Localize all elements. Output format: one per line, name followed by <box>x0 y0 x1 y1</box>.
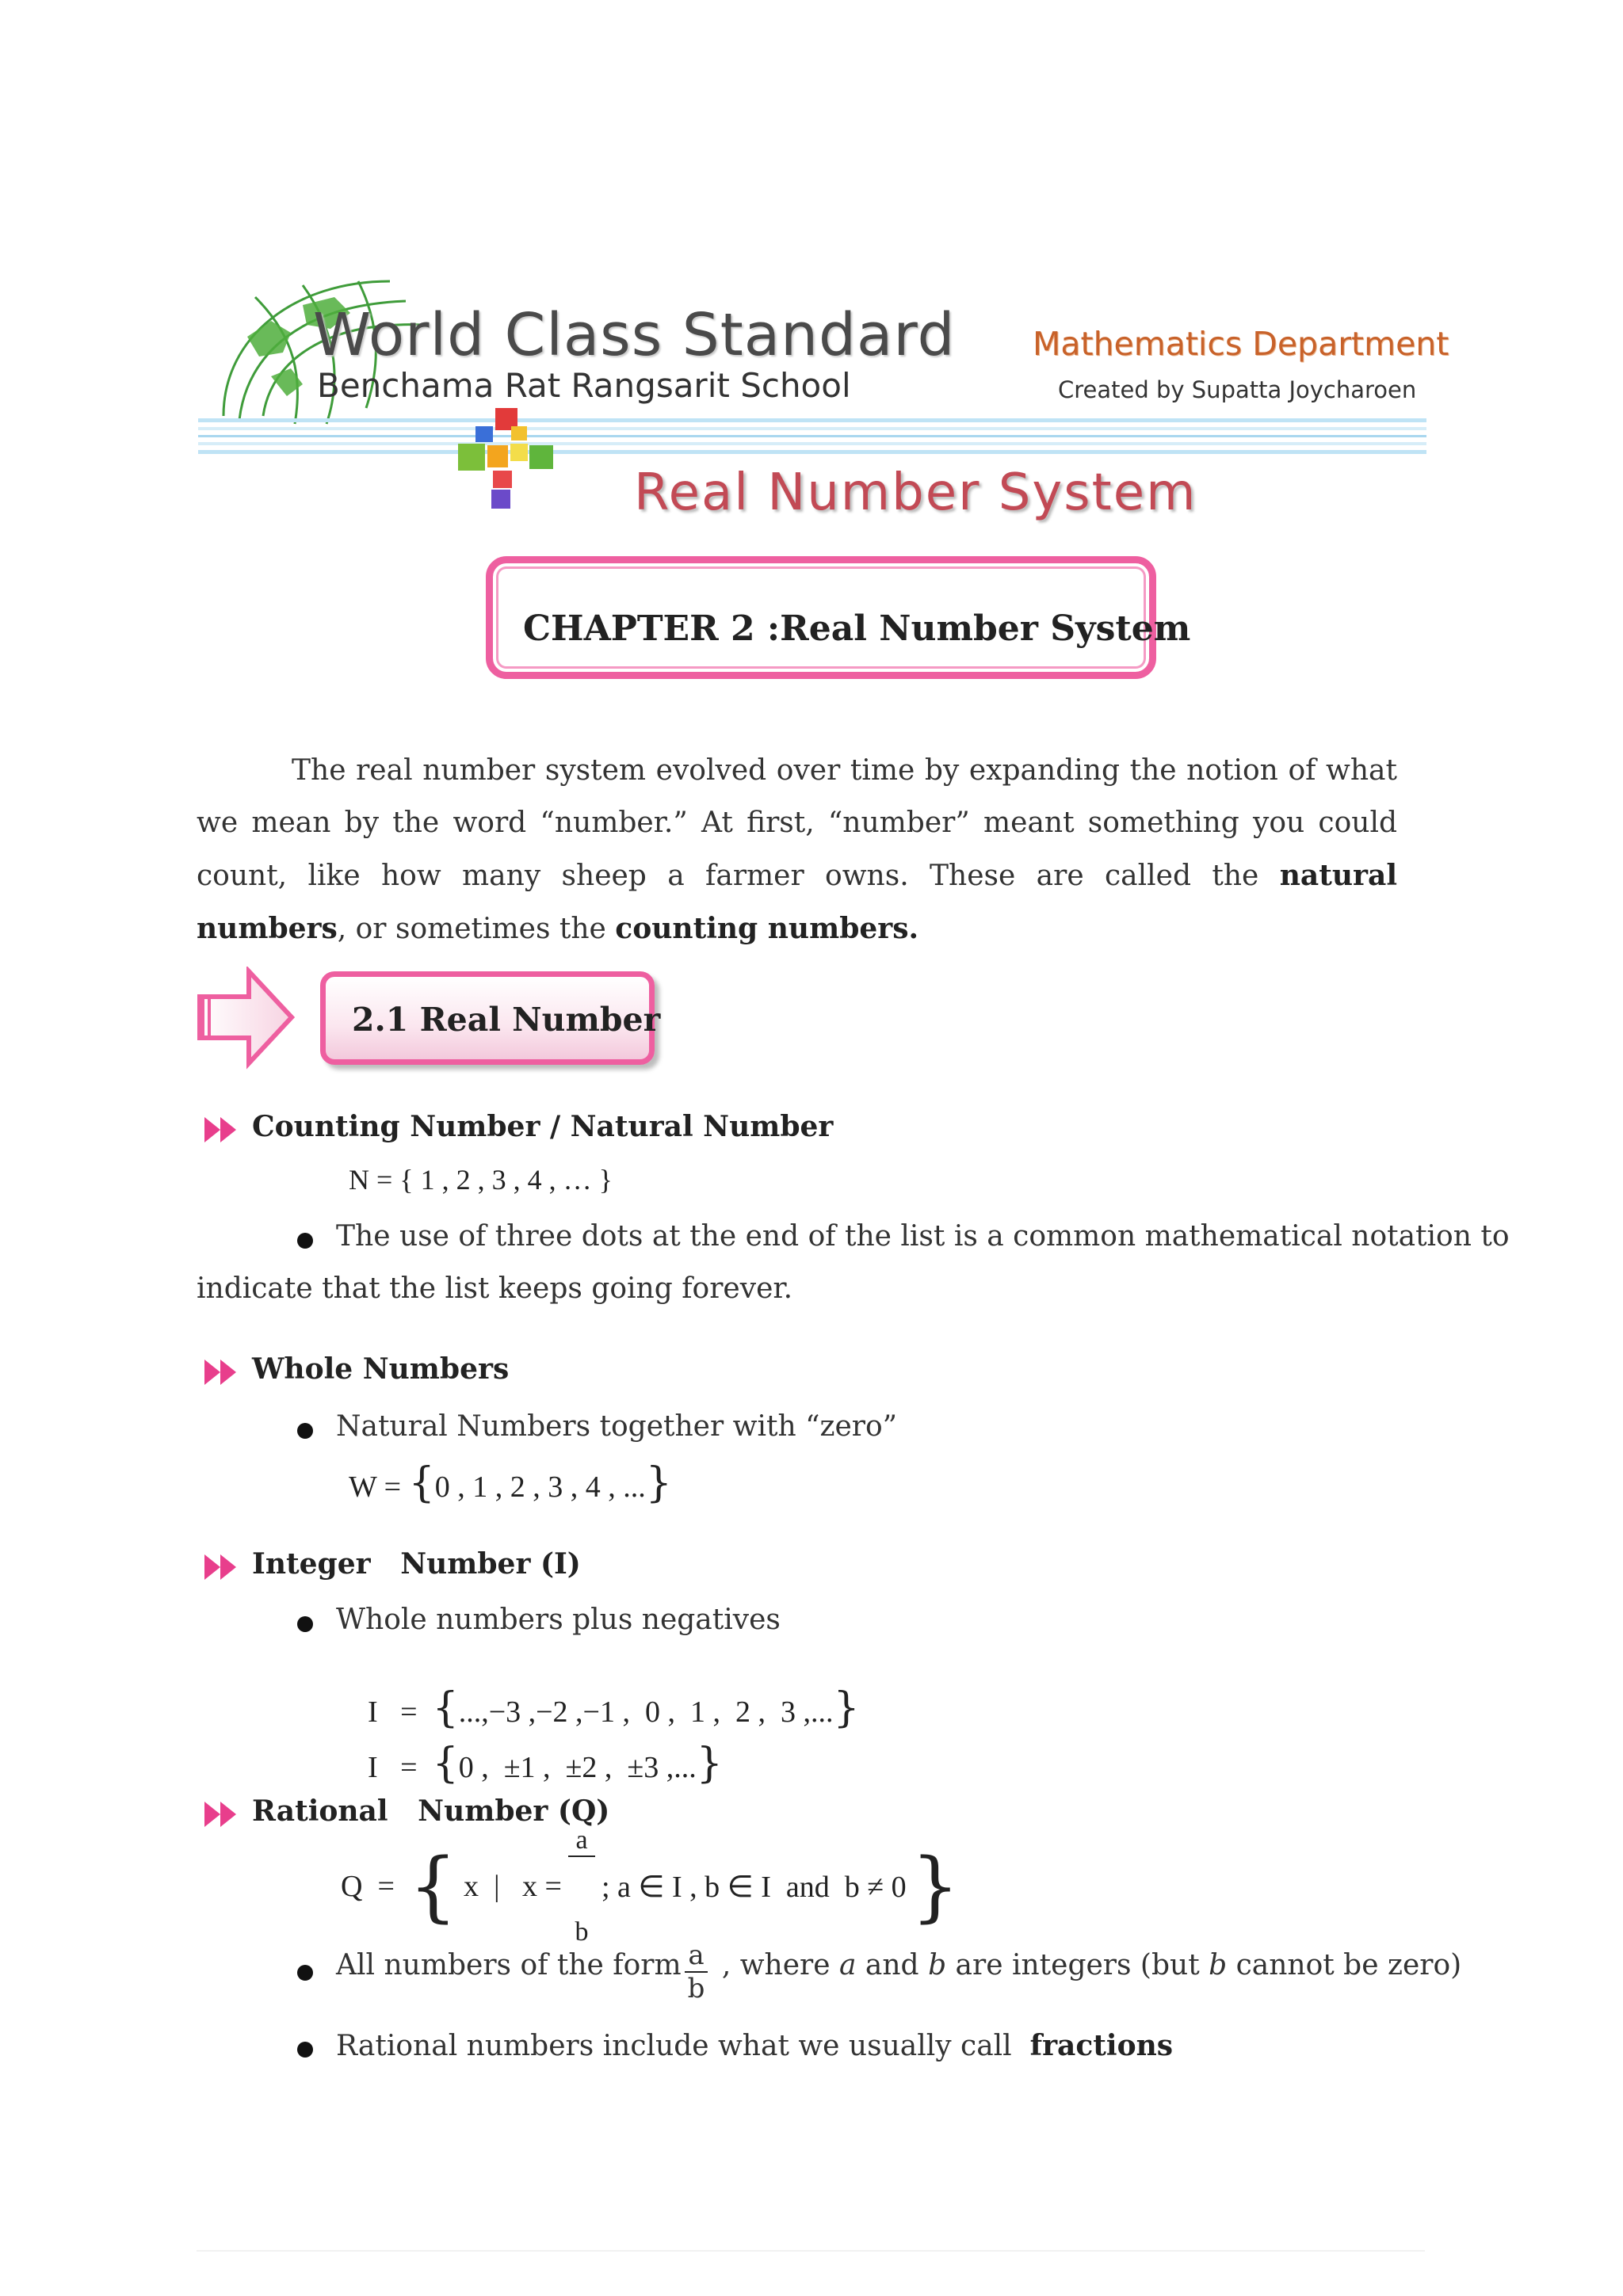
brace-close: } <box>645 1459 672 1507</box>
brace-close: } <box>911 1842 960 1931</box>
school-name: Benchama Rat Rangsarit School <box>317 366 851 405</box>
inline-fraction-denominator: b <box>687 1973 705 2004</box>
integer-set1-inner: ...,−3 ,−2 ,−1 , 0 , 1 , 2 , 3 ,... <box>458 1695 834 1729</box>
inline-fraction-numerator: a <box>685 1939 708 1973</box>
rational-set <box>341 1825 960 1947</box>
whole-bullet: Natural Numbers together with “zero” <box>336 1410 898 1443</box>
brace-open: { <box>432 1684 459 1732</box>
integer-set2-inner: 0 , ±1 , ±2 , ±3 ,... <box>458 1751 697 1784</box>
rational-bullet1-post <box>712 1949 1461 1981</box>
fraction-numerator: a <box>568 1825 595 1857</box>
banner-stripes <box>198 418 1426 459</box>
double-arrow-icon <box>203 1553 239 1581</box>
double-arrow-icon <box>203 1800 239 1829</box>
fraction-denominator: b <box>575 1917 589 1947</box>
double-arrow-icon <box>203 1358 239 1386</box>
brace-close: } <box>696 1740 723 1787</box>
whole-set-inner: 0 , 1 , 2 , 3 , 4 , ... <box>434 1470 646 1504</box>
intro-bold-counting: counting numbers. <box>615 912 919 945</box>
whole-number-set <box>349 1459 672 1507</box>
rational-bullet1-pre: All numbers of the form <box>336 1949 682 1981</box>
bullet-icon <box>297 1616 313 1632</box>
integer-heading: Integer Number (I) <box>252 1547 581 1581</box>
banner-title: World Class Standard <box>313 301 956 369</box>
bullet1-text-mid: and <box>856 1949 929 1981</box>
department-name: Mathematics Department <box>1033 325 1449 363</box>
double-arrow-icon <box>203 1116 239 1144</box>
intro-paragraph <box>197 745 1397 955</box>
brace-open: { <box>432 1740 459 1787</box>
rational-bullet-2 <box>336 2029 1173 2062</box>
intro-text-1: The real number system evolved over time by expanding the notion of what we mean by the word “number.” At first, “number” meant something you could count, like how many sheep a farmer owns. These are called the <box>197 754 1397 892</box>
rational-bullet2-pre: Rational numbers include what we usually call <box>336 2030 1022 2062</box>
intro-text-2: , or sometimes the <box>337 913 616 945</box>
bullet1-text-b: are integers (but <box>946 1949 1209 1981</box>
counting-bullet-line1: The use of three dots at the end of the list is a common mathematical notation to <box>336 1220 1510 1253</box>
chapter-title: CHAPTER 2 :Real Number System <box>523 608 1191 649</box>
integer-set1-lhs: I = <box>368 1695 418 1729</box>
integer-set2-lhs: I = <box>368 1751 418 1784</box>
subject-title: Real Number System <box>634 463 1197 522</box>
variable-a: a <box>839 1949 857 1981</box>
bullet-icon <box>297 2042 313 2058</box>
page-bottom-rule <box>197 2250 1425 2252</box>
variable-b: b <box>928 1949 947 1981</box>
bullet-icon <box>297 1965 313 1981</box>
rational-heading: Rational Number (Q) <box>252 1794 610 1828</box>
bullet-icon <box>297 1233 313 1249</box>
rational-bullet2-bold: fractions <box>1029 2029 1174 2062</box>
counting-heading: Counting Number / Natural Number <box>252 1110 834 1143</box>
author-credit: Created by Supatta Joycharoen <box>1058 376 1417 403</box>
brace-open: { <box>408 1459 435 1507</box>
rational-set-x: x | x = <box>463 1870 562 1903</box>
natural-number-set: N = { 1 , 2 , 3 , 4 , … } <box>349 1164 613 1196</box>
whole-set-lhs: W = <box>349 1470 409 1504</box>
rational-set-condition: ; a ∈ I , b ∈ I and b ≠ 0 <box>601 1870 907 1904</box>
intro-bold-natural: natural numbers <box>197 859 1397 945</box>
rational-set-lhs: Q = <box>341 1870 395 1903</box>
bullet1-text-a: , where <box>712 1949 839 1981</box>
counting-bullet-line2: indicate that the list keeps going forever. <box>197 1272 793 1305</box>
section-title: 2.1 Real Number <box>352 1001 661 1039</box>
integer-bullet: Whole numbers plus negatives <box>336 1604 781 1636</box>
bullet-icon <box>297 1423 313 1439</box>
inline-fraction <box>685 1939 708 2004</box>
section-arrow-icon <box>193 967 296 1070</box>
brace-open: { <box>408 1842 457 1931</box>
brace-close: } <box>833 1684 860 1732</box>
rational-bullet-1 <box>336 1939 1462 2004</box>
variable-b-2: b <box>1209 1949 1228 1981</box>
bullet1-text-end: cannot be zero) <box>1227 1949 1462 1981</box>
colored-squares-logo-icon <box>452 404 563 515</box>
integer-set-2 <box>353 1705 723 1787</box>
whole-heading: Whole Numbers <box>252 1352 510 1386</box>
